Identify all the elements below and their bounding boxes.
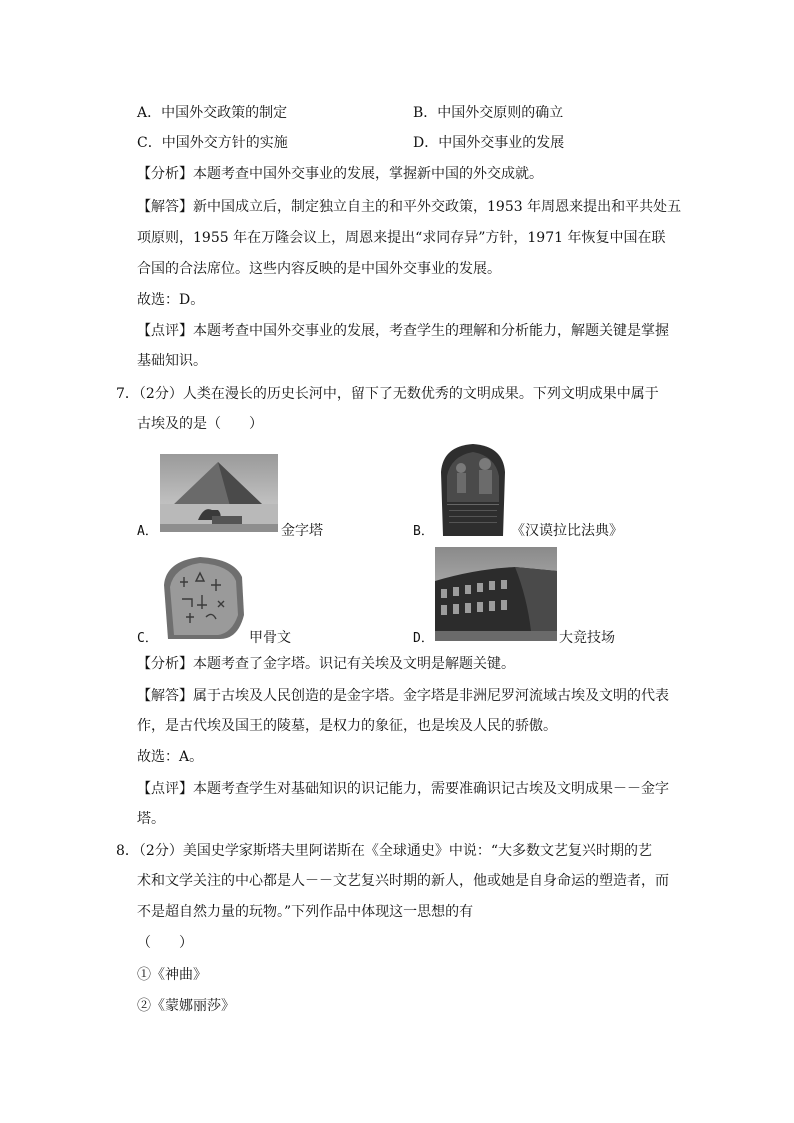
q6-analysis: 【分析】本题考查中国外交事业的发展，掌握新中国的外交成就。 bbox=[137, 166, 543, 182]
q7-comment-line-2: 塔。 bbox=[137, 811, 165, 827]
q8-stem-line-1: 8．（2分）美国史学家斯塔夫里阿诺斯在《全球通史》中说：“大多数文艺复兴时期的艺 bbox=[116, 843, 652, 859]
q8-item-1: ①《神曲》 bbox=[137, 967, 207, 983]
q7-stem-line-2: 古埃及的是（ ） bbox=[137, 416, 263, 432]
q7-option-c-letter: C． bbox=[137, 631, 158, 646]
q7-option-d-letter: D． bbox=[413, 631, 434, 646]
q6-answer-line-3: 合国的合法席位。这些内容反映的是中国外交事业的发展。 bbox=[137, 261, 501, 277]
q7-choice: 故选：A。 bbox=[137, 749, 204, 765]
q7-comment-line-1: 【点评】本题考查学生对基础知识的识记能力，需要准确识记古埃及文明成果－－金字 bbox=[137, 781, 669, 797]
q6-option-b: B．中国外交原则的确立 bbox=[413, 105, 564, 121]
q7-option-d-label: 大竞技场 bbox=[559, 630, 615, 646]
q8-item-2: ②《蒙娜丽莎》 bbox=[137, 998, 235, 1014]
q6-comment-line-1: 【点评】本题考查中国外交事业的发展，考查学生的理解和分析能力，解题关键是掌握 bbox=[137, 323, 669, 339]
q6-option-a: A．中国外交政策的制定 bbox=[137, 105, 288, 121]
q7-option-a-label: 金字塔 bbox=[281, 523, 323, 539]
q7-option-b-letter: B． bbox=[413, 524, 434, 539]
q7-answer-line-2: 作，是古代埃及国王的陵墓，是权力的象征，也是埃及人民的骄傲。 bbox=[137, 718, 557, 734]
q7-option-a-letter: A． bbox=[137, 524, 158, 539]
pyramid-image bbox=[160, 454, 278, 532]
q6-option-c: C．中国外交方针的实施 bbox=[137, 135, 288, 151]
q6-answer-line-1: 【解答】新中国成立后，制定独立自主的和平外交政策，1953 年周恩来提出和平共处五 bbox=[137, 199, 682, 215]
q8-stem-line-2: 术和文学关注的中心都是人－－文艺复兴时期的新人，他或她是自身命运的塑造者，而 bbox=[137, 873, 669, 889]
q7-option-c-label: 甲骨文 bbox=[249, 630, 291, 646]
hammurabi-stele-image bbox=[437, 442, 509, 536]
q6-comment-line-2: 基础知识。 bbox=[137, 353, 207, 369]
q6-choice: 故选：D。 bbox=[137, 292, 205, 308]
q7-stem-line-1: 7．（2分）人类在漫长的历史长河中，留下了无数优秀的文明成果。下列文明成果中属于 bbox=[116, 386, 659, 402]
q8-stem-line-3: 不是超自然力量的玩物。”下列作品中体现这一思想的有 bbox=[137, 904, 474, 920]
q7-analysis: 【分析】本题考查了金字塔。识记有关埃及文明是解题关键。 bbox=[137, 656, 515, 672]
q7-answer-line-1: 【解答】属于古埃及人民创造的是金字塔。金字塔是非洲尼罗河流域古埃及文明的代表 bbox=[137, 688, 669, 704]
q8-stem-line-4: （ ） bbox=[137, 935, 193, 951]
colosseum-image bbox=[435, 547, 557, 641]
q7-option-b-label: 《汉谟拉比法典》 bbox=[511, 523, 623, 539]
q6-answer-line-2: 项原则，1955 年在万隆会议上，周恩来提出“求同存异”方针，1971 年恢复中国在联 bbox=[137, 230, 666, 246]
oracle-bone-image bbox=[160, 555, 246, 641]
q6-option-d: D．中国外交事业的发展 bbox=[413, 135, 565, 151]
